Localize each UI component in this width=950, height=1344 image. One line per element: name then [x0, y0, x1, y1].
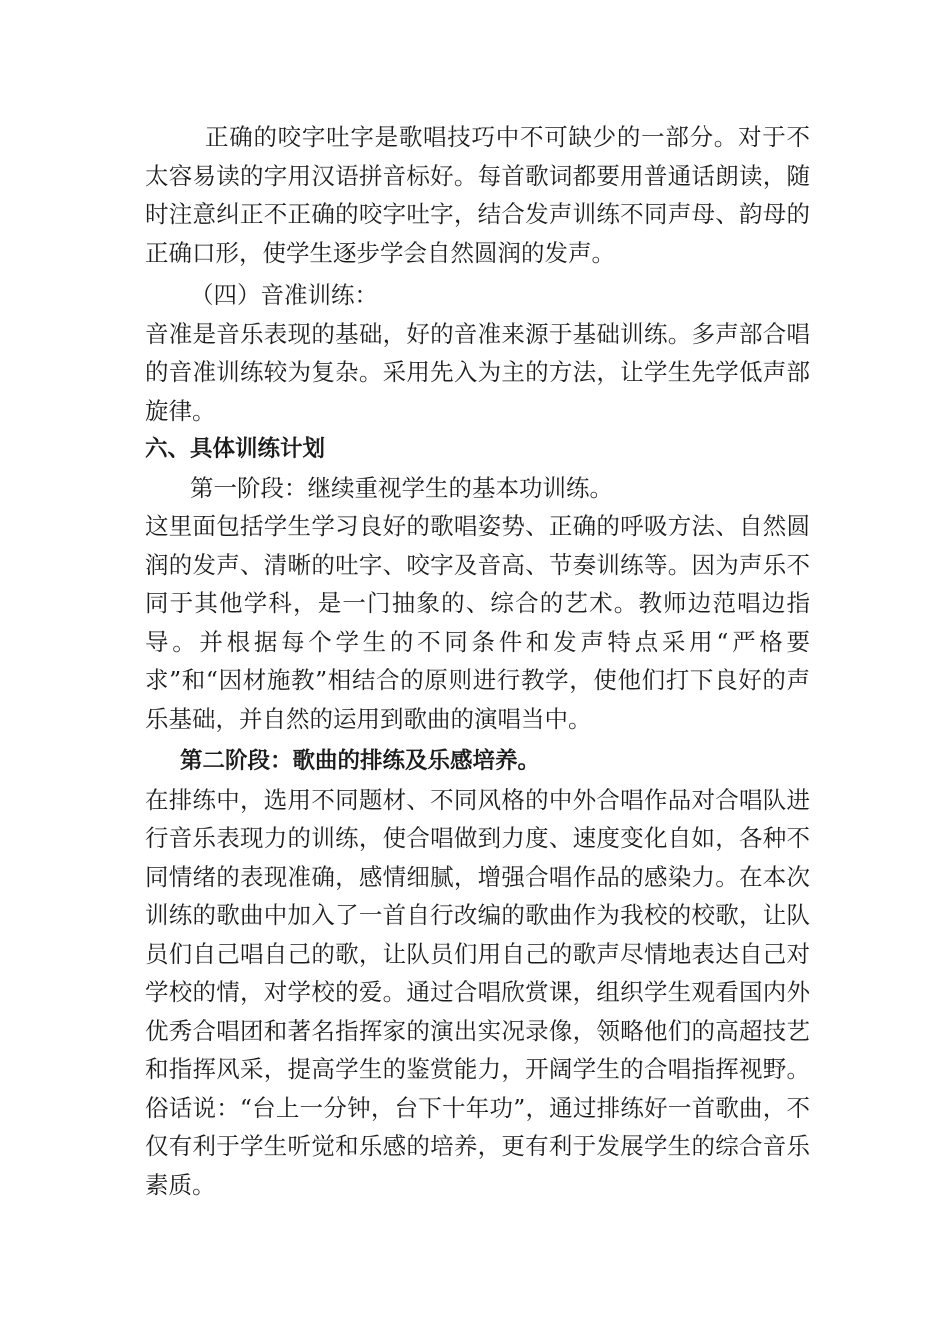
paragraph-stage-one: 这里面包括学生学习良好的歌唱姿势、正确的呼吸方法、自然圆润的发声、清晰的吐字、咬字及音高、节奏训练等。因为声乐不同于其他学科，是一门抽象的、综合的艺术。教师边范唱边指导。并根据每个学生的不同条件和发声特点采用“严格要求”和“因材施教”相结合的原则进行教学，使他们打下良好的声乐基础，并自然的运用到歌曲的演唱当中。: [145, 512, 810, 733]
section-title-pitch-training: （四）音准训练：: [190, 281, 378, 309]
stage-two-title: 第二阶段：歌曲的排练及乐感培养。: [180, 748, 541, 774]
heading-training-plan: 六、具体训练计划: [145, 436, 326, 462]
document-page: [145, 118, 810, 1204]
paragraph-pronunciation: 正确的咬字吐字是歌唱技巧中不可缺少的一部分。对于不太容易读的字用汉语拼音标好。每首歌词都要用普通话朗读，随时注意纠正不正确的咬字吐字，结合发声训练不同声母、韵母的正确口形，使学生逐步学会自然圆润的发声。: [145, 123, 810, 267]
paragraph-stage-two: 在排练中，选用不同题材、不同风格的中外合唱作品对合唱队进行音乐表现力的训练，使合唱做到力度、速度变化自如，各种不同情绪的表现准确，感情细腻，增强合唱作品的感染力。在本次训练的歌曲中加入了一首自行改编的歌曲作为我校的校歌，让队员们自己唱自己的歌，让队员们用自己的歌声尽情地表达自己对学校的情，对学校的爱。通过合唱欣赏课，组织学生观看国内外优秀合唱团和著名指挥家的演出实况录像，领略他们的高超技艺和指挥风采，提高学生的鉴赏能力，开阔学生的合唱指挥视野。俗话说：“台上一分钟，台下十年功”，通过排练好一首歌曲，不仅有利于学生听觉和乐感的培养，更有利于发展学生的综合音乐素质。: [145, 785, 810, 1199]
stage-one-title: 第一阶段：继续重视学生的基本功训练。: [190, 473, 613, 502]
paragraph-pitch: 音准是音乐表现的基础，好的音准来源于基础训练。多声部合唱的音准训练较为复杂。采用先入为主的方法，让学生先学低声部旋律。: [145, 319, 810, 425]
